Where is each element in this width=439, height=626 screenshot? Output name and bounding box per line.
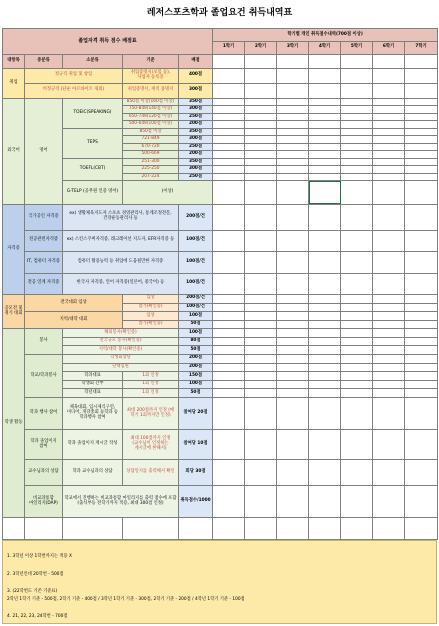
col-header-mid: 중분류	[25, 54, 63, 68]
act-counsel-desc: 학과 교수님과의 상담	[63, 460, 123, 486]
semester-6-header: 6학기	[373, 41, 405, 54]
volunteer-points: 100점	[179, 329, 213, 338]
semester-3-header: 3학기	[277, 41, 309, 54]
cert-related-label: 전공 연계 자격증	[25, 273, 63, 294]
volunteer-criteria: 지역/대학 봉사(확인증)	[63, 346, 179, 355]
act-meeting-criteria: 최대 100점까지 인정 (교수님이 인정하는 게시글에 한해서)	[123, 430, 179, 460]
col-header-points: 배점	[179, 54, 213, 68]
act-portfolio-desc: 학교에서 진행하는 비교과통합 마일리지를 출력 점수에 포함(출석부등 전학기까지 적용, 최대 300점 인정)	[63, 485, 179, 517]
teps-criteria: 721-849	[123, 136, 179, 144]
school-role-criteria: 단대임원	[63, 363, 179, 372]
semester-2-header: 2학기	[245, 41, 277, 54]
toeic-criteria: 850점 이상(160점 이상)	[123, 98, 179, 106]
page-title: 레저스포츠학과 졸업요건 취득내역표	[146, 8, 293, 18]
note-line: 1. 3학년 이상 1학번까지는 적용 X	[7, 554, 72, 559]
note-line: 2학년 1학기 기준 - 500점, 2학기 기준 - 400점 / 3학년 1학기 기준 - 300점, 2학기 기준 - 200점 / 4학년 1학기 기준 - 100점	[7, 597, 245, 602]
teps-criteria: 670-720	[123, 143, 179, 151]
toefl-points: 300점	[179, 166, 213, 174]
school-role-label: 학생회 간부	[63, 380, 123, 389]
contest-criteria: 입상	[123, 312, 179, 321]
category-employment: 취업	[3, 68, 25, 98]
act-event-desc: 체육대회, 입시제식구연, 미디어, 개강총회 등학과 등 학과행사 참여	[63, 397, 123, 429]
toefl-criteria: 225-250	[123, 166, 179, 174]
emp-parttime-points: 300점	[179, 83, 213, 98]
cert-it-desc: 컴퓨터 활용능력 등 취업에 도움될만한 자격증	[63, 252, 179, 273]
toeic-criteria: 500-649(100점 이상)	[123, 121, 179, 129]
col-header-criteria: 기준	[123, 54, 179, 68]
teps-points: 200점	[179, 151, 213, 159]
emp-fulltime-label: 정규직 취업 및 창업	[25, 68, 123, 83]
toefl-criteria: 251-300	[123, 158, 179, 166]
toefl-label: TOEFL(CBT)	[63, 158, 123, 181]
school-role-points: 200점	[179, 363, 213, 372]
school-role-points: 200점	[179, 355, 213, 364]
school-role-criteria: 1회 인정	[123, 380, 179, 389]
toeic-points: 300점	[179, 106, 213, 114]
act-event-label: 학과 행사 참여	[25, 397, 63, 429]
volunteer-criteria: 해외봉사(확인증)	[63, 329, 179, 338]
toefl-points: 350점	[179, 158, 213, 166]
semester-table-title: 학기별 개인 취득점수내역(700점 이상)	[213, 29, 438, 42]
toefl-points: 250점	[179, 173, 213, 181]
cert-related-desc: 한국사 자격증, 언어 자격증(일본어, 중국어) 등	[63, 273, 179, 294]
teps-criteria: 850점 이상	[123, 128, 179, 136]
teps-points: 250점	[179, 143, 213, 151]
school-role-points: 50점	[179, 389, 213, 398]
act-counsel-criteria: 상담일지를 출력해서 확인	[123, 460, 179, 486]
emp-fulltime-points: 400점	[179, 68, 213, 83]
teps-label: TEPS	[63, 128, 123, 158]
school-role-criteria: 1회 인정	[123, 372, 179, 381]
cert-related-points: 100점/건	[179, 273, 213, 294]
contest-criteria: 참가(확인증)	[123, 320, 179, 329]
contest-points: 100점	[179, 312, 213, 321]
school-role-points: 100점	[179, 380, 213, 389]
volunteer-criteria: 전국규모 봉사(확인증)	[63, 337, 179, 346]
note-line: 4. 21, 22, 23, 24학번 - 700점	[7, 614, 68, 619]
emp-parttime-criteria: 취업증명서, 재직 증명서	[123, 83, 179, 98]
cert-national-desc: ex) 생활체육지도자 스포츠 경영관리사, 통계조정전문, 건강운동관리사 등	[63, 204, 179, 230]
contest-criteria: 입상	[123, 295, 179, 304]
act-event-criteria: 최대 200점까지 인정 (매 학기 1회까지만 인정)	[123, 397, 179, 429]
score-table	[2, 28, 438, 540]
col-header-category: 대항목	[3, 54, 25, 68]
cert-it-points: 100점/건	[179, 252, 213, 273]
toeic-criteria: 750-849(140점 이상)	[123, 106, 179, 114]
school-role-criteria: 1회 인정	[123, 389, 179, 398]
toeic-criteria: 650-749(120점 이상)	[123, 113, 179, 121]
notes-box	[2, 540, 437, 624]
score-table-title: 졸업자격 취득 점수 배점표	[3, 29, 213, 55]
contest-points: 100점/건	[179, 303, 213, 312]
lang-english-label: 영어	[25, 98, 63, 204]
category-contest: 공모전 및 경기 대회	[3, 295, 25, 329]
contest-points: 200점/건	[179, 295, 213, 304]
gtelp-label: G-TELP (공무원 인증 영어)	[63, 181, 123, 205]
cert-it-label: IT, 컴퓨터 자격증	[25, 252, 63, 273]
gtelp-criteria: (이상)	[123, 181, 213, 205]
cert-national-points: 200점/건	[179, 204, 213, 230]
act-counsel-points: 회당 30점	[179, 460, 213, 486]
act-portfolio-label: 비교과통합 마일리지(DAP)	[25, 485, 63, 517]
cert-major-desc: ex) 스킨스쿠버자격증, 레크레이션 지도자, EFR자격증 등	[63, 230, 179, 251]
emp-parttime-label: 비정규직 (단순 아르바이트 제외)	[25, 83, 123, 98]
contest-criteria: 참가(확인증)	[123, 303, 179, 312]
school-role-points: 150점	[179, 372, 213, 381]
act-meeting-points: 참여당 10점	[179, 430, 213, 460]
toeic-points: 250점	[179, 113, 213, 121]
category-certificate: 자격증	[3, 204, 25, 294]
cert-major-points: 100점/건	[179, 230, 213, 251]
selected-cell[interactable]	[309, 181, 341, 205]
semester-1-header: 1학기	[213, 41, 245, 54]
act-volunteer-label: 봉사	[25, 329, 63, 355]
act-meeting-label: 학과 졸업이지 참여	[25, 430, 63, 460]
school-role-label: 학년대표	[63, 389, 123, 398]
toeic-label: TOEIC(SPEAKING)	[63, 98, 123, 128]
act-counsel-label: 교수님과의 상담	[25, 460, 63, 486]
teps-criteria: 500-669	[123, 151, 179, 159]
toeic-points: 200점	[179, 121, 213, 129]
act-portfolio-points: 취득점수/1000	[179, 485, 213, 517]
teps-points: 300점	[179, 136, 213, 144]
act-meeting-desc: 학과 졸업이지 계시글 작성	[63, 430, 123, 460]
toeic-points: 350점	[179, 98, 213, 106]
school-role-label: 학과대표	[63, 372, 123, 381]
emp-fulltime-criteria: 취업증명서(보험 등), 사업자 등록증	[123, 68, 179, 83]
contest-national-label: 전국대회 입상	[25, 295, 123, 312]
act-school-label: 학교/학과봉사	[25, 355, 63, 398]
semester-7-header: 7학기	[405, 41, 438, 54]
act-event-points: 참여당 20점	[179, 397, 213, 429]
category-activity: 학생 활동	[3, 329, 25, 518]
volunteer-points: 80점	[179, 337, 213, 346]
semester-4-header: 4학기	[309, 41, 341, 54]
school-role-criteria: 학생회장단	[63, 355, 179, 364]
col-header-sub: 소분류	[63, 54, 123, 68]
semester-5-header: 5학기	[341, 41, 373, 54]
note-line: 2. 3학년인데 20학번 - 500점	[7, 572, 64, 577]
toefl-criteria: 207-224	[123, 173, 179, 181]
volunteer-points: 50점	[179, 346, 213, 355]
note-line: 3. (22학번도 기존 기준표)	[7, 589, 58, 594]
teps-points: 350점	[179, 128, 213, 136]
cert-major-label: 전공관련자격증	[25, 230, 63, 251]
category-language: 외국어	[3, 98, 25, 204]
contest-local-label: 지역/대학 대회	[25, 312, 123, 329]
contest-points: 50점	[179, 320, 213, 329]
cert-national-label: 국가공인 자격증	[25, 204, 63, 230]
